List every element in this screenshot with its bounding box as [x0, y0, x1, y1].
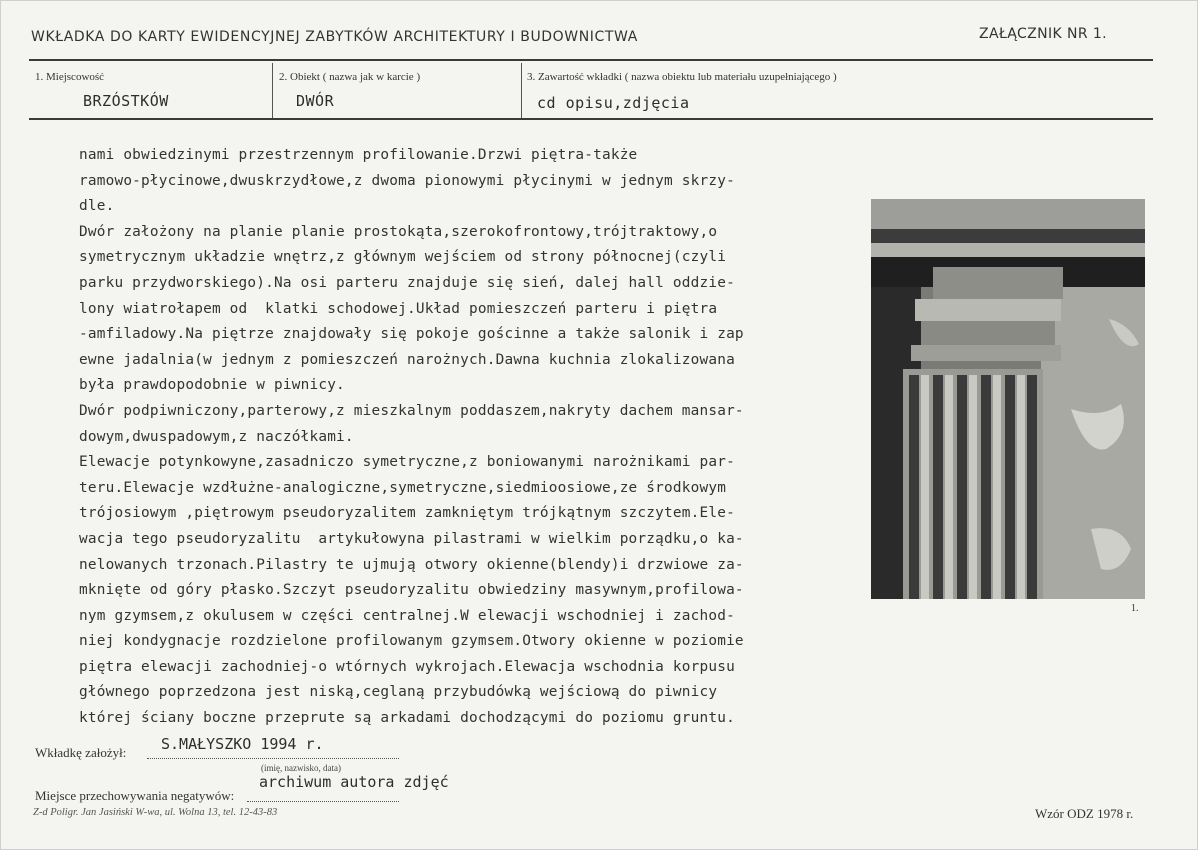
field-divider-1 [272, 63, 273, 119]
photo-number: 1. [1131, 603, 1139, 614]
text-line: -amfiladowy.Na piętrze znajdowały się pokoje gościnne a także salonik i zap [79, 326, 744, 343]
founder-caption: (imię, nazwisko, data) [261, 763, 341, 773]
founder-label: Wkładkę założył: [35, 745, 127, 760]
text-line: teru.Elewacje wzdłużne-analogiczne,symetryczne,siedmioosiowe,ze środkowym [79, 479, 727, 496]
field-label-object: 2. Obiekt ( nazwa jak w karcie ) [279, 71, 421, 83]
storage-value: archiwum autora zdjęć [259, 773, 449, 791]
text-line: Dwór podpiwniczony,parterowy,z mieszkalnym poddaszem,nakryty dachem mansar- [79, 402, 744, 419]
field-divider-2 [521, 63, 522, 119]
storage-label: Miejsce przechowywania negatywów: [35, 788, 235, 803]
text-line: lony wiatrołapem od klatki schodowej.Układ pomieszczeń parteru i piętra [79, 300, 718, 317]
field-label-content: 3. Zawartość wkładki ( nazwa obiektu lub materiału uzupełniającego ) [527, 71, 837, 83]
text-line: parku przydworskiego).Na osi parteru znajduje się sień, dalej hall oddzie- [79, 274, 735, 291]
text-line: nelowanych trzonach.Pilastry te ujmują otwory okienne(blendy)i drzwiowe za- [79, 556, 744, 573]
text-line: dowym,dwuspadowym,z naczółkami. [79, 428, 354, 445]
text-line: dle. [79, 198, 115, 215]
field-value-object: DWÓR [296, 92, 335, 110]
text-line: była prawdopodobnie w piwnicy. [79, 377, 345, 394]
top-rule [29, 59, 1153, 61]
form-title: WKŁADKA DO KARTY EWIDENCYJNEJ ZABYTKÓW ARCHITEKTURY I BUDOWNICTWA [31, 29, 638, 45]
field-value-locality: BRZÓSTKÓW [83, 92, 169, 110]
text-line: wacja tego pseudoryzalitu artykułowyna pilastrami w wielkim porządku,o ka- [79, 530, 744, 547]
text-line: mknięte od góry płasko.Szczyt pseudoryzalitu obwiedziny masywnym,profilowa- [79, 582, 744, 599]
text-line: ramowo-płycinowe,dwuskrzydłowe,z dwoma pionowymi płycinymi w jednym skrzy- [79, 172, 735, 189]
founder-value: S.MAŁYSZKO 1994 r. [161, 735, 324, 753]
text-line: nym gzymsem,z okulusem w części centralnej.W elewacji wschodniej i zachod- [79, 607, 735, 624]
field-label-locality: 1. Miejscowość [35, 71, 105, 83]
text-line: głównego poprzedzona jest niską,ceglaną przybudówką wejściową do piwnicy [79, 684, 718, 701]
text-line: piętra elewacji zachodniej-o wtórnych wykrojach.Elewacja wschodnia korpusu [79, 658, 735, 675]
printer-imprint: Z-d Poligr. Jan Jasiński W-wa, ul. Wolna 13, tel. 12-43-83 [33, 807, 278, 818]
annex-number: ZAŁĄCZNIK NR 1. [979, 26, 1107, 42]
founder-dotted-line [147, 758, 399, 759]
form-template-id: Wzór ODZ 1978 r. [1035, 806, 1134, 821]
fields-bottom-rule [29, 118, 1153, 120]
text-line: trójosiowym ,piętrowym pseudoryzalitem zamkniętym trójkątnym szczytem.Ele- [79, 505, 735, 522]
pilaster-photo-image [871, 199, 1145, 599]
text-line: nami obwiedzinymi przestrzennym profilowanie.Drzwi piętra-także [79, 147, 638, 163]
field-value-content: cd opisu,zdjęcia [537, 94, 690, 112]
pilaster-photo [871, 199, 1145, 599]
text-line: Dwór założony na planie planie prostokąta,szerokofrontowy,trójtraktowy,o [79, 223, 718, 240]
text-line: niej kondygnacje rozdzielone profilowanym gzymsem.Otwory okienne w poziomie [79, 633, 744, 650]
text-line: symetrycznym układzie wnętrz,z głównym wejściem od strony północnej(czyli [79, 249, 727, 266]
text-line: Elewacje potynkowyne,zasadniczo symetryczne,z boniowanymi narożnikami par- [79, 454, 735, 471]
text-line: której ściany boczne przeprute są arkadami dochodzącymi do poziomu gruntu. [79, 710, 735, 727]
text-line: ewne jadalnia(w jednym z pomieszczeń narożnych.Dawna kuchnia zlokalizowana [79, 351, 735, 368]
storage-dotted-line [247, 801, 399, 802]
description-text [79, 143, 859, 732]
